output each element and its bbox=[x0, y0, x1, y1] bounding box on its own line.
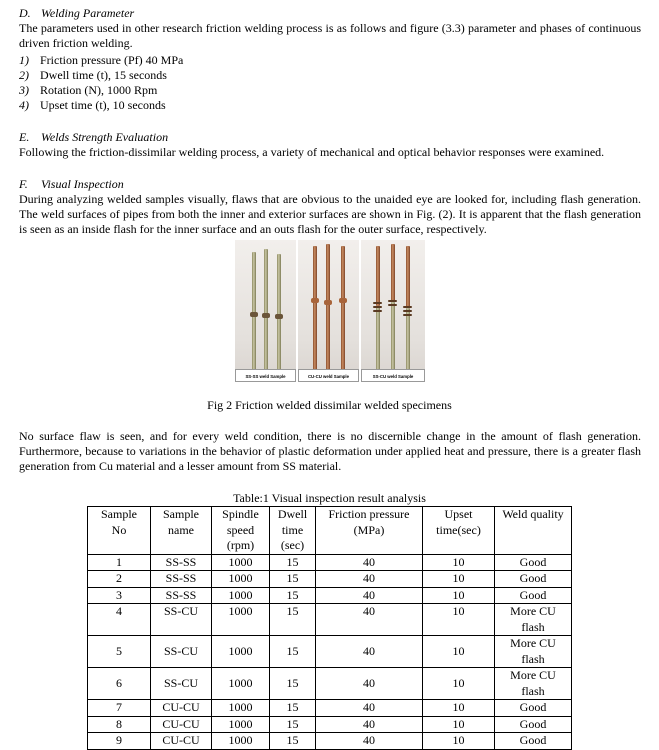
table-cell: 15 bbox=[270, 668, 316, 700]
table-cell: 15 bbox=[270, 716, 316, 733]
table-cell: 40 bbox=[316, 636, 423, 668]
header-upset-time: Upset time(sec) bbox=[423, 507, 495, 555]
table-cell: Good bbox=[495, 587, 572, 604]
specimen-figure bbox=[235, 240, 425, 396]
table-cell: 10 bbox=[423, 716, 495, 733]
table-row bbox=[88, 604, 572, 636]
table-cell: 1000 bbox=[212, 700, 270, 717]
section-f-heading: F. Visual Inspection bbox=[19, 177, 124, 191]
table-cell: 1000 bbox=[212, 636, 270, 668]
table-cell: 10 bbox=[423, 668, 495, 700]
observation-paragraph: No surface flaw is seen, and for every weld condition, there is no discernible change in the amount of flash generation. Furthermore, because to variations in the behavior of plastic deformation under applied heat and pressure, there is a greater flash generation from Cu material and a lesser amount from SS material. bbox=[19, 429, 641, 473]
figure-caption: Fig 2 Friction welded dissimilar welded specimens bbox=[207, 398, 452, 412]
table-cell: 40 bbox=[316, 700, 423, 717]
table-cell: More CU flash bbox=[495, 668, 572, 700]
table-cell: Good bbox=[495, 716, 572, 733]
table-cell: SS-SS bbox=[151, 554, 212, 571]
table-cell: 40 bbox=[316, 587, 423, 604]
header-weld-quality: Weld quality bbox=[495, 507, 572, 555]
table-cell: 15 bbox=[270, 733, 316, 750]
table-cell: SS-SS bbox=[151, 571, 212, 588]
table-cell: 40 bbox=[316, 604, 423, 636]
table-cell: 10 bbox=[423, 700, 495, 717]
table-cell: CU-CU bbox=[151, 700, 212, 717]
table-cell: 40 bbox=[316, 571, 423, 588]
table-cell: 1000 bbox=[212, 733, 270, 750]
section-d-heading: D. Welding Parameter bbox=[19, 6, 135, 20]
table-cell: SS-SS bbox=[151, 587, 212, 604]
table-cell: 40 bbox=[316, 668, 423, 700]
ss-ss-label: SS-SS weld Sample bbox=[235, 369, 296, 382]
table-cell: SS-CU bbox=[151, 668, 212, 700]
ss-cu-label: SS-CU weld Sample bbox=[361, 369, 425, 382]
table-header-row bbox=[88, 507, 572, 555]
header-spindle-speed: Spindle speed (rpm) bbox=[212, 507, 270, 555]
param-item-2: 2) Dwell time (t), 15 seconds bbox=[19, 68, 167, 82]
header-sample-no: Sample No bbox=[88, 507, 151, 555]
table-cell: 3 bbox=[88, 587, 151, 604]
table-row bbox=[88, 554, 572, 571]
table-cell: 1 bbox=[88, 554, 151, 571]
section-d-paragraph: The parameters used in other research friction welding process is as follows and figure (3.3) parameter and phases of continuous driven friction welding. bbox=[19, 21, 641, 50]
table-cell: 10 bbox=[423, 604, 495, 636]
table-cell: 1000 bbox=[212, 604, 270, 636]
table-row bbox=[88, 587, 572, 604]
table-cell: 15 bbox=[270, 636, 316, 668]
table-cell: 40 bbox=[316, 554, 423, 571]
header-friction-pressure: Friction pressure (MPa) bbox=[316, 507, 423, 555]
cu-cu-photo bbox=[298, 240, 359, 382]
table-cell: 15 bbox=[270, 554, 316, 571]
table-cell: 6 bbox=[88, 668, 151, 700]
table-cell: 40 bbox=[316, 733, 423, 750]
table-cell: 1000 bbox=[212, 668, 270, 700]
table-cell: 10 bbox=[423, 554, 495, 571]
visual-inspection-table bbox=[87, 506, 572, 750]
table-cell: 10 bbox=[423, 587, 495, 604]
table-cell: 10 bbox=[423, 733, 495, 750]
table-row bbox=[88, 733, 572, 750]
ss-cu-photo bbox=[361, 240, 425, 382]
section-e-heading: E. Welds Strength Evaluation bbox=[19, 130, 169, 144]
section-e-paragraph: Following the friction-dissimilar welding process, a variety of mechanical and optical behavior responses were examined. bbox=[19, 145, 605, 159]
param-item-3: 3) Rotation (N), 1000 Rpm bbox=[19, 83, 158, 97]
table-row bbox=[88, 668, 572, 700]
table-cell: CU-CU bbox=[151, 733, 212, 750]
table-cell: More CU flash bbox=[495, 636, 572, 668]
table-cell: 15 bbox=[270, 587, 316, 604]
table-cell: 15 bbox=[270, 604, 316, 636]
table-cell: 8 bbox=[88, 716, 151, 733]
section-f-paragraph: During analyzing welded samples visually, flaws that are obvious to the unaided eye are looked for, including flash generation. The weld surfaces of pipes from both the inner and exterior surfaces are shown in Fig. (2). It is apparent that the flash generation is seen as an inside flash for the inner surface and an outs flash for the outer surface, respectively. bbox=[19, 192, 641, 236]
param-item-1: 1) Friction pressure (Pf) 40 MPa bbox=[19, 53, 184, 67]
table-cell: 1000 bbox=[212, 587, 270, 604]
table-cell: 2 bbox=[88, 571, 151, 588]
table-cell: 15 bbox=[270, 571, 316, 588]
table-cell: 1000 bbox=[212, 571, 270, 588]
table-cell: 15 bbox=[270, 700, 316, 717]
table-cell: CU-CU bbox=[151, 716, 212, 733]
table-cell: SS-CU bbox=[151, 636, 212, 668]
table-cell: 10 bbox=[423, 636, 495, 668]
table-row bbox=[88, 571, 572, 588]
table-row bbox=[88, 700, 572, 717]
table-cell: 5 bbox=[88, 636, 151, 668]
table-cell: 4 bbox=[88, 604, 151, 636]
table-cell: Good bbox=[495, 554, 572, 571]
table-title: Table:1 Visual inspection result analysis bbox=[233, 491, 426, 505]
table-cell: 9 bbox=[88, 733, 151, 750]
table-row bbox=[88, 636, 572, 668]
table-cell: Good bbox=[495, 733, 572, 750]
table-cell: 40 bbox=[316, 716, 423, 733]
ss-ss-photo bbox=[235, 240, 296, 382]
table-cell: 1000 bbox=[212, 716, 270, 733]
table-cell: SS-CU bbox=[151, 604, 212, 636]
table-row bbox=[88, 716, 572, 733]
table-cell: 10 bbox=[423, 571, 495, 588]
header-dwell-time: Dwell time (sec) bbox=[270, 507, 316, 555]
table-cell: Good bbox=[495, 571, 572, 588]
table-cell: More CU flash bbox=[495, 604, 572, 636]
param-item-4: 4) Upset time (t), 10 seconds bbox=[19, 98, 166, 112]
cu-cu-label: CU-CU weld Sample bbox=[298, 369, 359, 382]
table-cell: 7 bbox=[88, 700, 151, 717]
table-cell: 1000 bbox=[212, 554, 270, 571]
header-sample-name: Sample name bbox=[151, 507, 212, 555]
table-cell: Good bbox=[495, 700, 572, 717]
